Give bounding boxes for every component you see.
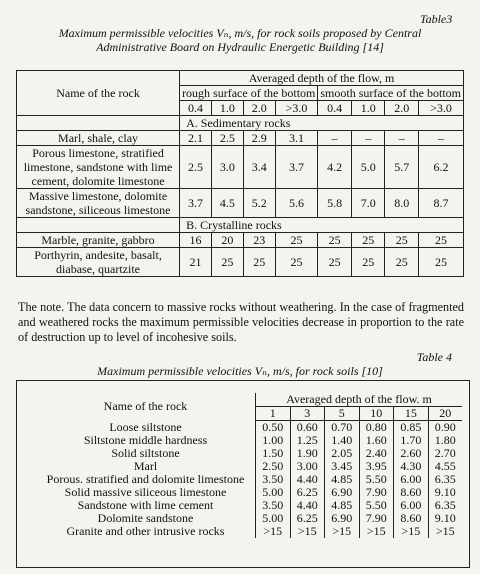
velocity-cell: 1.60 — [359, 434, 394, 447]
velocity-cell: 5.0 — [351, 146, 385, 189]
velocity-cell: 3.1 — [275, 131, 318, 146]
velocity-cell: 21 — [180, 248, 212, 277]
velocity-cell: 6.2 — [419, 146, 464, 189]
velocity-cell: 25 — [385, 248, 419, 277]
table-row — [17, 233, 464, 248]
velocity-cell: 8.0 — [385, 189, 419, 218]
t3-subheader-smooth: smooth surface of the bottom — [318, 86, 464, 101]
velocity-cell: 6.00 — [394, 499, 429, 512]
table-row — [17, 248, 464, 277]
table3-note: The note. The data concern to massive rocks without weathering. In the case of fragmented and weathered rocks the maximum permissible velocities decrease in proportion to the rate of destruction up to level of incohesive soils. — [18, 300, 464, 344]
t4-body — [36, 421, 462, 539]
table-row — [36, 434, 462, 447]
rock-name-cell: Porthyrin, andesite, basalt, diabase, quartzite — [17, 248, 180, 277]
t4-depth-cell: 5 — [325, 407, 360, 421]
table3 — [16, 70, 464, 277]
t4-header-name: Name of the rock — [103, 399, 188, 414]
velocity-cell: 3.00 — [290, 460, 325, 473]
velocity-cell: 7.0 — [351, 189, 385, 218]
table3-caption-line2: Administrative Board on Hydraulic Energetic Building [14] — [96, 40, 384, 54]
velocity-cell: 0.90 — [428, 421, 462, 435]
velocity-cell: 3.0 — [211, 146, 243, 189]
velocity-cell: 6.90 — [325, 486, 360, 499]
rock-name-cell: Marble, granite, gabbro — [17, 233, 180, 248]
table-row — [17, 131, 464, 146]
velocity-cell: 1.70 — [394, 434, 429, 447]
t3-depth-cell: >3.0 — [275, 101, 318, 116]
t3-depth-cell: >3.0 — [419, 101, 464, 116]
velocity-cell: 2.05 — [325, 447, 360, 460]
velocity-cell: 4.85 — [325, 473, 360, 486]
t3-body-a — [17, 131, 464, 218]
t3-body-b — [17, 233, 464, 277]
velocity-cell: 5.6 — [275, 189, 318, 218]
velocity-cell: >15 — [325, 525, 360, 538]
velocity-cell: 4.40 — [290, 473, 325, 486]
velocity-cell: 25 — [243, 248, 275, 277]
t4-depth-cell: 20 — [428, 407, 462, 421]
t3-depth-cell: 1.0 — [211, 101, 243, 116]
velocity-cell: 25 — [211, 248, 243, 277]
velocity-cell: 2.60 — [394, 447, 429, 460]
velocity-cell: 25 — [351, 233, 385, 248]
t4-depth-cell: 10 — [359, 407, 394, 421]
rock-name-cell: Dolomite sandstone — [97, 511, 194, 525]
table-row — [36, 447, 462, 460]
velocity-cell: 1.50 — [256, 447, 291, 460]
velocity-cell: 2.70 — [428, 447, 462, 460]
velocity-cell: 2.5 — [180, 146, 212, 189]
velocity-cell: – — [385, 131, 419, 146]
velocity-cell: 8.60 — [394, 486, 429, 499]
rock-name-cell: Porous limestone, stratified limestone, sandstone with lime cement, dolomite limestone — [17, 146, 180, 189]
velocity-cell: 25 — [318, 248, 352, 277]
rock-name-cell: Solid siltstone — [111, 446, 180, 460]
velocity-cell: >15 — [428, 525, 462, 538]
velocity-cell: 5.8 — [318, 189, 352, 218]
rock-name-cell: Massive limestone, dolomite sandstone, siliceous limestone — [17, 189, 180, 218]
velocity-cell: 1.40 — [325, 434, 360, 447]
velocity-cell: 3.4 — [243, 146, 275, 189]
velocity-cell: 5.50 — [359, 499, 394, 512]
velocity-cell: 2.1 — [180, 131, 212, 146]
velocity-cell: 6.35 — [428, 499, 462, 512]
velocity-cell: 25 — [385, 233, 419, 248]
velocity-cell: 3.50 — [256, 499, 291, 512]
table-row — [17, 189, 464, 218]
velocity-cell: >15 — [394, 525, 429, 538]
t4-depth-cell: 1 — [256, 407, 291, 421]
velocity-cell: – — [419, 131, 464, 146]
velocity-cell: 4.85 — [325, 499, 360, 512]
velocity-cell: 2.5 — [211, 131, 243, 146]
t3-section-b: B. Crystalline rocks — [180, 218, 464, 233]
velocity-cell: 2.40 — [359, 447, 394, 460]
velocity-cell: 25 — [419, 248, 464, 277]
velocity-cell: 20 — [211, 233, 243, 248]
t3-subheader-rough: rough surface of the bottom — [180, 86, 318, 101]
t3-depth-cell: 1.0 — [351, 101, 385, 116]
table4 — [36, 393, 462, 538]
rock-name-cell: Siltstone middle hardness — [83, 433, 208, 447]
velocity-cell: 6.35 — [428, 473, 462, 486]
velocity-cell: 4.30 — [394, 460, 429, 473]
table-row — [17, 146, 464, 189]
t3-header-depth: Averaged depth of the flow, m — [180, 71, 464, 86]
rock-name-cell: Porous. stratified and dolomite limestone — [46, 472, 245, 486]
rock-name-cell: Granite and other intrusive rocks — [66, 524, 225, 538]
table4-label: Table 4 — [416, 350, 452, 364]
velocity-cell: 5.50 — [359, 473, 394, 486]
velocity-cell: 0.50 — [256, 421, 291, 435]
velocity-cell: 25 — [351, 248, 385, 277]
t3-depth-cell: 0.4 — [318, 101, 352, 116]
velocity-cell: 23 — [243, 233, 275, 248]
table-row — [36, 421, 462, 435]
velocity-cell: 25 — [275, 233, 318, 248]
t3-section-b-spacer — [17, 218, 180, 233]
t4-header-depth: Averaged depth of the flow. m — [256, 393, 463, 407]
t3-header-name: Name of the rock — [17, 71, 180, 116]
velocity-cell: 5.00 — [256, 512, 291, 525]
velocity-cell: 16 — [180, 233, 212, 248]
rock-name-cell: Solid massive siliceous limestone — [64, 485, 227, 499]
velocity-cell: 7.90 — [359, 486, 394, 499]
velocity-cell: 0.85 — [394, 421, 429, 435]
rock-name-cell: Marl — [133, 459, 158, 473]
velocity-cell: 6.00 — [394, 473, 429, 486]
table3-caption-line1: Maximum permissible velocities Vₙ, m/s, for rock soils proposed by Central — [58, 26, 422, 40]
rock-name-cell: Loose siltstone — [109, 419, 182, 434]
velocity-cell: 1.00 — [256, 434, 291, 447]
velocity-cell: 3.7 — [275, 146, 318, 189]
velocity-cell: 5.00 — [256, 486, 291, 499]
velocity-cell: 25 — [318, 233, 352, 248]
velocity-cell: 2.50 — [256, 460, 291, 473]
velocity-cell: 0.70 — [325, 421, 360, 435]
velocity-cell: 3.95 — [359, 460, 394, 473]
rock-name-cell: Sandstone with lime cement — [77, 498, 214, 512]
velocity-cell: 5.7 — [385, 146, 419, 189]
velocity-cell: >15 — [290, 525, 325, 538]
velocity-cell: 25 — [275, 248, 318, 277]
velocity-cell: 0.80 — [359, 421, 394, 435]
t3-section-a: A. Sedimentary rocks — [180, 116, 464, 131]
t4-depth-cell: 15 — [394, 407, 429, 421]
table-row — [36, 525, 462, 538]
velocity-cell: 3.50 — [256, 473, 291, 486]
velocity-cell: 6.25 — [290, 486, 325, 499]
velocity-cell: 3.7 — [180, 189, 212, 218]
velocity-cell: 4.55 — [428, 460, 462, 473]
velocity-cell: 8.7 — [419, 189, 464, 218]
table4-caption: Maximum permissible velocities Vₙ, m/s, for rock soils [10] — [97, 364, 383, 378]
velocity-cell: – — [318, 131, 352, 146]
t4-depth-cell: 3 — [290, 407, 325, 421]
velocity-cell: 25 — [419, 233, 464, 248]
velocity-cell: 6.90 — [325, 512, 360, 525]
table3-label: Table3 — [420, 12, 453, 26]
velocity-cell: 3.45 — [325, 460, 360, 473]
t3-depth-cell: 0.4 — [180, 101, 212, 116]
table3-caption — [20, 26, 460, 54]
velocity-cell: 8.60 — [394, 512, 429, 525]
velocity-cell: 0.60 — [290, 421, 325, 435]
velocity-cell: 9.10 — [428, 486, 462, 499]
velocity-cell: 5.2 — [243, 189, 275, 218]
velocity-cell: >15 — [359, 525, 394, 538]
velocity-cell: 2.9 — [243, 131, 275, 146]
velocity-cell: 1.80 — [428, 434, 462, 447]
velocity-cell: – — [351, 131, 385, 146]
velocity-cell: 1.90 — [290, 447, 325, 460]
table4-caption-block — [20, 350, 460, 378]
velocity-cell: 4.5 — [211, 189, 243, 218]
t3-depth-cell: 2.0 — [385, 101, 419, 116]
velocity-cell: 7.90 — [359, 512, 394, 525]
velocity-cell: 4.40 — [290, 499, 325, 512]
velocity-cell: >15 — [256, 525, 291, 538]
velocity-cell: 1.25 — [290, 434, 325, 447]
t3-section-a-spacer — [17, 116, 180, 131]
rock-name-cell: Marl, shale, clay — [17, 131, 180, 146]
t3-depth-cell: 2.0 — [243, 101, 275, 116]
velocity-cell: 6.25 — [290, 512, 325, 525]
velocity-cell: 9.10 — [428, 512, 462, 525]
velocity-cell: 4.2 — [318, 146, 352, 189]
